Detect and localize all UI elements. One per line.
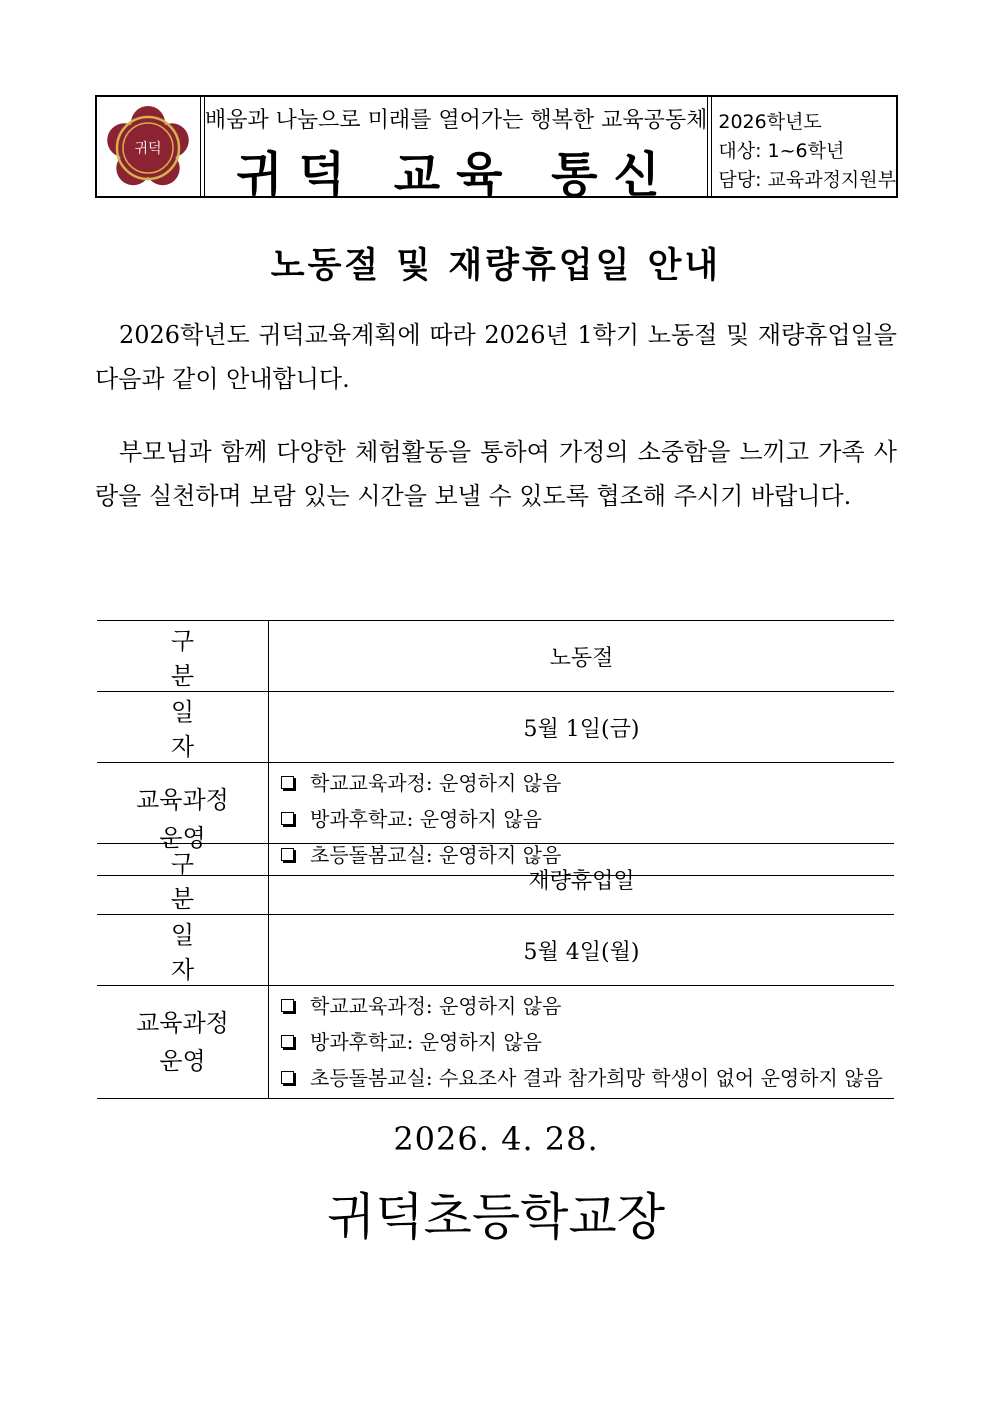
- item-text: 방과후학교: 운영하지 않음: [310, 807, 542, 831]
- category-label: 구 분: [97, 844, 269, 915]
- school-motto: 배움과 나눔으로 미래를 열어가는 행복한 교육공동체: [204, 108, 708, 133]
- labor-day-table: [97, 620, 894, 876]
- school-emblem: [97, 97, 201, 196]
- category-label: 구 분: [97, 621, 269, 692]
- checkbox-icon: [281, 812, 294, 825]
- notice-paragraph-2: [95, 430, 897, 518]
- ops-label-line1: 교육과정: [136, 786, 229, 814]
- notice-title: 노동절 및 재량휴업일 안내: [270, 246, 722, 286]
- list-item: [279, 1060, 894, 1096]
- target-grades: 대상: 1~6학년: [718, 140, 845, 162]
- ops-items: [269, 986, 895, 1099]
- item-text: 초등돌봄교실: 운영하지 않음: [310, 843, 562, 867]
- paragraph-1-text: 2026학년도 귀덕교육계획에 따라 2026년 1학기 노동절 및 재량휴업일을 다음과 같이 안내합니다.: [95, 321, 897, 393]
- checkbox-icon: [281, 1071, 294, 1084]
- discretionary-holiday-table: [97, 843, 894, 1099]
- ops-label-line1: 교육과정: [136, 1009, 229, 1037]
- table-row: [97, 986, 894, 1099]
- ops-label-line2: 운영: [159, 824, 206, 852]
- ops-label: [97, 986, 269, 1099]
- header-info: [711, 97, 896, 196]
- item-text: 초등돌봄교실: 수요조사 결과 참가희망 학생이 없어 운영하지 않음: [310, 1066, 883, 1090]
- holiday-date: 5월 1일(금): [269, 692, 895, 763]
- checkbox-icon: [281, 1035, 294, 1048]
- header-center: [204, 97, 709, 203]
- list-item: [279, 1024, 894, 1060]
- date-label: 일 자: [97, 692, 269, 763]
- checkbox-icon: [281, 776, 294, 789]
- emblem-text: 귀덕: [134, 140, 162, 157]
- list-item: [279, 801, 894, 837]
- item-text: 방과후학교: 운영하지 않음: [310, 1030, 542, 1054]
- principal-signature: 귀덕초등학교장: [326, 1188, 666, 1246]
- list-item: [279, 988, 894, 1024]
- holiday-name: 재량휴업일: [269, 844, 895, 915]
- notice-paragraph-1: [95, 313, 897, 401]
- item-text: 학교교육과정: 운영하지 않음: [310, 994, 562, 1018]
- newsletter-title: 귀덕 교육 통신: [236, 147, 676, 203]
- ops-label-line2: 운영: [159, 1047, 206, 1075]
- date-label: 일 자: [97, 915, 269, 986]
- school-emblem-icon: [100, 102, 196, 192]
- table-row: [97, 621, 894, 692]
- paragraph-2-text: 부모님과 함께 다양한 체험활동을 통하여 가정의 소중함을 느끼고 가족 사랑을 실천하며 보람 있는 시간을 보낼 수 있도록 협조해 주시기 바랍니다.: [95, 438, 897, 510]
- table-row: [97, 692, 894, 763]
- school-year: 2026학년도: [718, 111, 822, 133]
- table-row: [97, 915, 894, 986]
- item-text: 학교교육과정: 운영하지 않음: [310, 771, 562, 795]
- list-item: [279, 765, 894, 801]
- checkbox-icon: [281, 999, 294, 1012]
- issue-date: 2026. 4. 28.: [393, 1120, 599, 1158]
- holiday-date: 5월 4일(월): [269, 915, 895, 986]
- table-row: [97, 844, 894, 915]
- holiday-name: 노동절: [269, 621, 895, 692]
- newsletter-header: [95, 95, 898, 203]
- department: 담당: 교육과정지원부: [718, 169, 896, 191]
